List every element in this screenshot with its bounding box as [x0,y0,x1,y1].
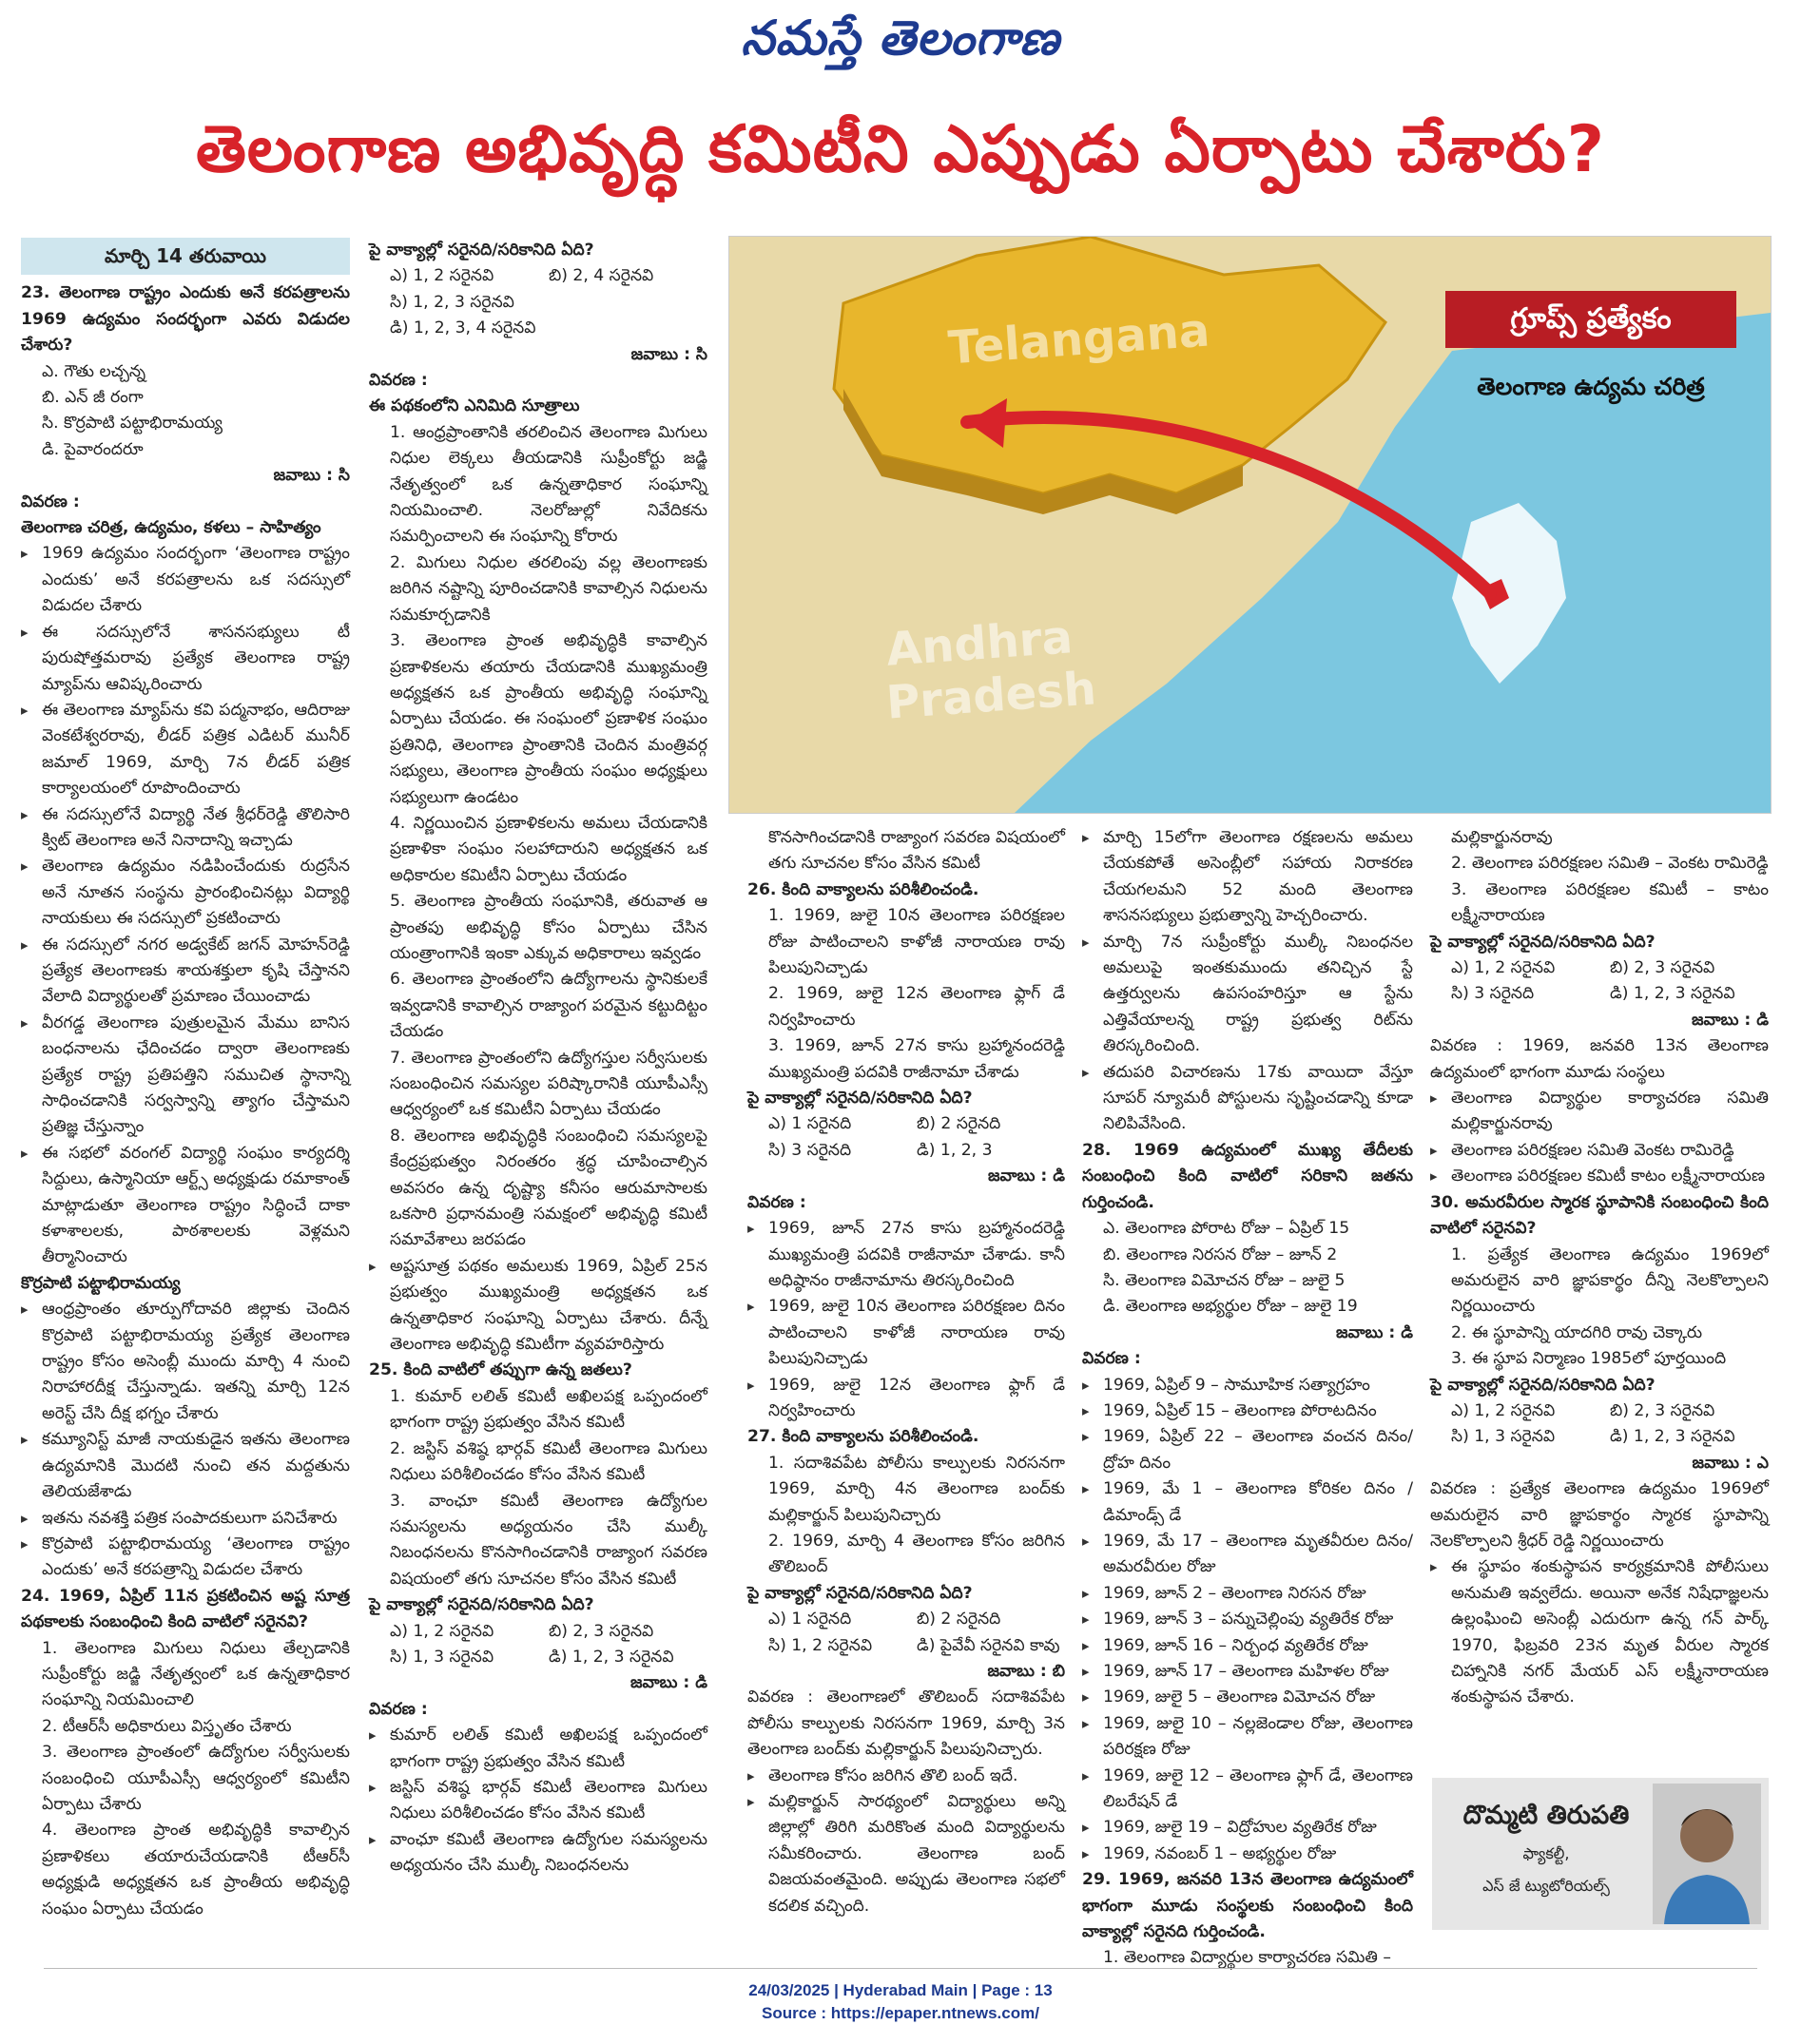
bullet: ▸ ఇతను నవశక్తి పత్రిక సంపాదకులుగా పనిచేశారు [21,1506,350,1532]
question-29: 29. 1969, జనవరి 13న తెలంగాణ ఉద్యమంలో భాగంగా మూడు సంస్థలకు సంబంధించి కింది వాక్యాల్లో సరైనది గుర్తించండి. [1082,1870,1413,1942]
statement: 3. వాంఛూ కమిటీ తెలంగాణ ఉద్యోగుల సమస్యలను అధ్యయనం చేసి ముల్కీ నిబంధనలను కొనసాగించడానికి రాజ్యాంగ సవరణ విషయంలో తగు సూచనల కోసం వేసిన కమిటీ [390,1491,707,1589]
point: 1. ఆంధ్రప్రాంతానికి తరలించిన తెలంగాణ మిగులు నిధుల లెక్కలు తీయడానికి సుప్రీంకోర్టు జడ్జి నేతృత్వంలో ఒక ఉన్నతాధికార సంఘాన్ని నియమించాలి. నెలరోజుల్లో నివేదికను సమర్పించాలని ఈ సంఘాన్ని కోరారు [390,422,707,547]
bullet: ▸ కమ్యూనిస్ట్ మాజీ నాయకుడైన ఇతను తెలంగాణ ఉద్యమానికి మొదటి నుంచి తన మద్దతును తెలియజేశాడు [21,1427,350,1505]
answer: జవాబు : డి [1692,1010,1769,1030]
statement: 4. తెలంగాణ ప్రాంత అభివృద్ధికి కావాల్సిన ప్రణాళికలు తయారుచేయడానికి టీఆర్‌సీ అధ్యక్షుడి అధ్యక్షతన ఒక ప్రాంతీయ అభివృద్ధి సంఘం ఏర్పాటు చేయడం [42,1821,350,1919]
answer: జవాబు : డి [1336,1322,1413,1342]
bullet: ▸ 1969, ఏప్రిల్ 9 – సామూహిక సత్యాగ్రహం [1082,1373,1413,1398]
answer: జవాబు : సి [273,466,350,486]
bullet: ▸ మల్లికార్జున్ సారథ్యంలో విద్యార్థులు అన్ని జిల్లాల్లో తిరిగి మరికొంత మంది విద్యార్థులను సమీకరించారు. తెలంగాణ బంద్ విజయవంతమైంది. అప్పుడు తెలంగాణ సభలో కదలిక వచ్చింది. [747,1789,1065,1919]
author-institute: ఎస్ జే ట్యుటోరియల్స్ [1482,1877,1610,1895]
option: సి) 3 సరైనది [1451,984,1535,1004]
point: 3. తెలంగాణ ప్రాంత అభివృద్ధికి కావాల్సిన ప్రణాళికలను తయారు చేయడానికి ముఖ్యమంత్రి అధ్యక్షతన ఒక ప్రాంతీయ అభివృద్ధి సంఘాన్ని ఏర్పాటు చేయడం. ఈ సంఘంలో ప్రణాళిక సంఘం ప్రతినిధి, తెలంగాణ ప్రాంతానికి చెందిన మంత్రివర్గ సభ్యులు, తెలంగాణ ప్రాంతీయ సంఘం అధ్యక్షులు సభ్యులుగా ఉండటం [390,631,707,807]
bullet: ▸ 1969, జులై 10న తెలంగాణ పరిరక్షణల దినం పాటించాలని కాళోజీ నారాయణ రావు పిలుపునిచ్చాడు [747,1294,1065,1372]
bullet: ▸ తెలంగాణ కోసం జరిగిన తొలి బంద్ ఇదే. [747,1764,1065,1789]
bullet: ▸ తెలంగాణ పరిరక్షణల సమితి వెంకట రామిరెడ్డి [1430,1138,1769,1164]
masthead-logo: నమస్తే తెలంగాణ [741,10,1060,66]
option: బి. తెలంగాణ నిరసన రోజు – జూన్ 2 [1103,1244,1338,1264]
bullet: ▸ 1969, జూన్ 16 – నిర్బంధ వ్యతిరేక రోజు [1082,1633,1413,1659]
prompt: పై వాక్యాల్లో సరైనది/సరికానిది ఏది? [369,241,594,260]
answer: జవాబు : డి [988,1167,1065,1186]
statement: 1. తెలంగాణ విద్యార్థుల కార్యాచరణ సమితి – [1103,1948,1391,1968]
author-photo [1653,1784,1761,1924]
option: ఎ) 1, 2 సరైనవి [390,1621,494,1641]
bullet: ▸ కొర్రపాటి పట్టాభిరామయ్య ‘తెలంగాణ రాష్ట్రం ఎందుకు’ అనే కరపత్రాన్ని విడుదల చేశారు [21,1532,350,1584]
footer-source-link[interactable]: Source : https://epaper.ntnews.com/ [762,2004,1039,2022]
subheading: ఈ పథకంలోని ఎనిమిది సూత్రాలు [369,396,580,416]
explanation-label: వివరణ : [369,371,428,391]
bullet: ▸ 1969, జూన్ 3 – పన్నుచెల్లింపు వ్యతిరేక రోజు [1082,1607,1413,1632]
bullet: ▸ ఈ సదస్సులో నగర అడ్వకేట్ జగన్ మోహన్‌రెడ్డి ప్రత్యేక తెలంగాణకు శాయశక్తులా కృషి చేస్తానని వేలాది విద్యార్థులతో ప్రమాణం చేయించాడు [21,933,350,1011]
prompt: పై వాక్యాల్లో సరైనది/సరికానిది ఏది? [1430,1375,1656,1395]
statement: 2. తెలంగాణ పరిరక్షణల సమితి – వెంకట రామిరెడ్డి [1451,854,1769,874]
option: బి) 2, 3 సరైనవి [549,1621,654,1641]
explanation-label: వివరణ : [747,1192,806,1212]
option: బి) 2 సరైనది [917,1610,1001,1629]
question-27: 27. కింది వాక్యాలను పరిశీలించండి. [747,1427,979,1447]
option: సి) 1, 2, 3 సరైనవి [390,292,514,312]
option: డి) పైవేవీ సరైనవి కావు [917,1635,1060,1655]
option: డి) 1, 2, 3 [917,1140,993,1160]
column-4 [1082,825,1413,1972]
option: డి. పైవారందరూ [42,439,144,459]
bullet: ▸ 1969, ఏప్రిల్ 22 – తెలంగాణ వంచన దినం/ ద్రోహ దినం [1082,1424,1413,1476]
bullet: ▸ 1969, జూన్ 2 – తెలంగాణ నిరసన రోజు [1082,1581,1413,1607]
bullet: ▸ 1969, జులై 10 – నల్లజెండాల రోజు, తెలంగాణ పరిరక్షణ రోజు [1082,1711,1413,1764]
explanation-label: వివరణ : [21,492,80,511]
option: బి) 2, 4 సరైనవి [549,266,654,286]
answer: జవాబు : ఎ [1692,1453,1769,1473]
explanation: వివరణ : తెలంగాణలో తొలిబంద్ సదాశివపేట పోలీసు కాల్పులకు నిరసనగా 1969, మార్చి 3న తెలంగాణ బంద్‌కు మల్లికార్జున్ పిలుపునిచ్చారు. [747,1687,1065,1760]
column-1 [21,238,350,1922]
option: సి) 1, 3 సరైనవి [1451,1427,1556,1447]
bullet: ▸ వీరగడ్డ తెలంగాణ పుత్రులమైన మేము బానిస బంధనాలను ఛేదించడం ద్వారా తెలంగాణకు ప్రత్యేక రాష్ట్ర ప్రతిపత్తిని సముచిత స్థానాన్ని సాధించడానికి సర్వస్వాన్ని త్యాగం చేస్తామని ప్రతిజ్ఞ చేస్తున్నాం [21,1011,350,1141]
bullet: ▸ 1969, నవంబర్ 1 – అభ్యర్థుల రోజు [1082,1842,1413,1867]
question-30: 30. అమరవీరుల స్మారక స్థూపానికి సంబంధించి కింది వాటిలో సరైనవి? [1430,1192,1769,1239]
continued-text: మల్లికార్జునరావు [1451,828,1553,847]
question-23: 23. తెలంగాణ రాష్ట్రం ఎందుకు అనే కరపత్రాలను 1969 ఉద్యమం సందర్భంగా ఎవరు విడుదల చేశారు? [21,283,350,356]
column-3 [747,825,1065,1919]
prompt: పై వాక్యాల్లో సరైనది/సరికానిది ఏది? [747,1583,973,1603]
groups-special-badge: గ్రూప్స్ ప్రత్యేకం [1445,291,1736,348]
option: డి. తెలంగాణ అభ్యర్థుల రోజు – జులై 19 [1103,1297,1358,1317]
explanation: వివరణ : 1969, జనవరి 13న తెలంగాణ ఉద్యమంలో భాగంగా మూడు సంస్థలు [1430,1036,1769,1082]
groups-subtitle: తెలంగాణ ఉద్యమ చరిత్ర [1477,373,1705,400]
bullet: ▸ 1969, జులై 12 – తెలంగాణ ఫ్లాగ్ డే, తెలంగాణ లిబరేషన్ డే [1082,1764,1413,1816]
bullet: ▸ జస్టిస్ వశిష్ఠ భార్గవ్ కమిటీ తెలంగాణ మిగులు నిధులు పరిశీలించడం కోసం వేసిన కమిటీ [369,1775,707,1827]
prompt: పై వాక్యాల్లో సరైనది/సరికానిది ఏది? [747,1089,973,1109]
option: సి) 1, 3 సరైనవి [390,1647,494,1667]
bullet: ▸ ఈ సభలో వరంగల్ విద్యార్థి సంఘం కార్యదర్శి సిద్దులు, ఉస్మానియా ఆర్ట్స్ అధ్యక్షుడు రమాకాంత్ మాట్లాడుతూ తెలంగాణ రాష్ట్రం సిద్ధించే దాకా కళాశాలలకు, పాఠశాలలకు వెళ్లమని తీర్మానించారు [21,1141,350,1271]
statement: 2. 1969, మార్చి 4 తెలంగాణ కోసం జరిగిన తొలిబంద్ [768,1531,1065,1577]
option: బి) 2, 3 సరైనవి [1610,958,1715,978]
point: 2. మిగులు నిధుల తరలింపు వల్ల తెలంగాణకు జరిగిన నష్టాన్ని పూరించడానికి కావాల్సిన నిధులను సమకూర్చడానికి [390,552,707,625]
option: ఎ) 1 సరైనది [768,1610,852,1629]
statement: 2. ఈ స్థూపాన్ని యాదగిరి రావు చెక్కారు [1451,1322,1703,1342]
statement: 1. 1969, జులై 10న తెలంగాణ పరిరక్షణల రోజు పాటించాలని కాళోజీ నారాయణ రావు పిలుపునిచ్చాడు [768,906,1065,978]
bullet: ▸ 1969, జూన్ 27న కాసు బ్రహ్మానందరెడ్డి ముఖ్యమంత్రి పదవికి రాజీనామా చేశాడు. కానీ అధిష్ఠానం రాజీనామాను తిరస్కరించింది [747,1216,1065,1294]
author-role: ఫ్యాకల్టీ, [1522,1844,1570,1862]
bullet: ▸ 1969, ఏప్రిల్ 15 – తెలంగాణ పోరాటదినం [1082,1398,1413,1424]
option: ఎ. తెలంగాణ పోరాట రోజు – ఏప్రిల్ 15 [1103,1219,1350,1239]
author-name: దొమ్మటి తిరుపతి [1462,1801,1630,1830]
author-box [1432,1778,1769,1930]
point: 6. తెలంగాణ ప్రాంతంలోని ఉద్యోగాలను స్థానికులకే ఇవ్వడానికి కావాల్సిన రాజ్యాంగ పరమైన కట్టుదిట్టం చేయడం [390,970,707,1042]
avatar [1653,1784,1761,1924]
statement: 1. సదాశివపేట పోలీసు కాల్పులకు నిరసనగా 1969, మార్చి 4న తెలంగాణ బంద్‌కు మల్లికార్జున్ పిలుపునిచ్చారు [768,1453,1065,1525]
bullet: ▸ ఈ సదస్సులోనే శాసనసభ్యులు టీ పురుషోత్తమరావు ప్రత్యేక తెలంగాణ రాష్ట్ర మ్యాప్‌ను ఆవిష్కరించారు [21,620,350,698]
statement: 2. టీఆర్‌సీ అధికారులు విస్తృతం చేశారు [42,1716,292,1736]
column-5 [1430,825,1769,1711]
bullet: ▸ తెలంగాణ విద్యార్థుల కార్యాచరణ సమితి మల్లికార్జునరావు [1430,1086,1769,1138]
option: ఎ) 1, 2 సరైనవి [1451,958,1556,978]
answer: జవాబు : డి [630,1673,707,1693]
option: ఎ) 1, 2 సరైనవి [390,266,494,286]
statement: 3. ఈ స్థూప నిర్మాణం 1985లో పూర్తయింది [1451,1349,1727,1369]
option: డి) 1, 2, 3 సరైనవి [1610,984,1735,1004]
prompt: పై వాక్యాల్లో సరైనది/సరికానిది ఏది? [1430,932,1656,952]
page-headline: తెలంగాణ అభివృద్ధి కమిటీని ఎప్పుడు ఏర్పాటు చేశారు? [195,112,1606,187]
explanation-label: వివరణ : [1082,1349,1141,1369]
bullet: ▸ 1969, జూన్ 17 – తెలంగాణ మహిళల రోజు [1082,1659,1413,1685]
option: సి) 3 సరైనది [768,1140,852,1160]
bullet: ▸ అష్టసూత్ర పథకం అమలుకు 1969, ఏప్రిల్ 25న ప్రభుత్వం ముఖ్యమంత్రి అధ్యక్షతన ఒక ఉన్నతాధికార సంఘాన్ని ఏర్పాటు చేశారు. దీన్నే తెలంగాణ అభివృద్ధి కమిటీగా వ్యవహరిస్తారు [369,1254,707,1359]
point: 4. నిర్ణయించిన ప్రణాళికలను అమలు చేయడానికి ప్రణాళికా సంఘం సలహాదారుని అధ్యక్షతన ఒక అధికారుల కమిటీని ఏర్పాటు చేయడం [390,813,707,885]
bullet: ▸ 1969, జులై 5 – తెలంగాణ విమోచన రోజు [1082,1685,1413,1710]
option: బి) 2 సరైనది [917,1114,1001,1134]
statement: 1. తెలంగాణ మిగులు నిధులు తేల్చడానికి సుప్రీంకోర్టు జడ్జి నేతృత్వంలో ఒక ఉన్నతాధికార సంఘాన్ని నియమించాలి [42,1638,350,1710]
option: ఎ. గౌతు లచ్చన్న [42,361,146,381]
option: సి) 1, 2 సరైనవి [768,1635,873,1655]
bullet: ▸ కుమార్ లలిత్ కమిటీ అఖిలపక్ష ఒప్పందంలో భాగంగా రాష్ట్ర ప్రభుత్వం వేసిన కమిటీ [369,1723,707,1775]
option: సి. కొర్రపాటి పట్టాభిరామయ్య [42,414,223,434]
bullet: ▸ ఆంధ్రప్రాంతం తూర్పుగోదావరి జిల్లాకు చెందిన కొర్రపాటి పట్టాభిరామయ్య ప్రత్యేక తెలంగాణ రాష్ట్రం కోసం అసెంబ్లీ ముందు మార్చి 4 నుంచి నిరాహారదీక్ష చేస్తున్నాడు. ఇతన్ని మార్చి 12న అరెస్ట్ చేసి దీక్ష భగ్నం చేశారు [21,1297,350,1427]
footer-date-edition: 24/03/2025 | Hyderabad Main | Page : 13 [748,1981,1053,1999]
statement: 2. 1969, జులై 12న తెలంగాణ ఫ్లాగ్ డే నిర్వహించారు [768,984,1065,1030]
bullet: ▸ మార్చి 15లోగా తెలంగాణ రక్షణలను అమలు చేయకపోతే అసెంబ్లీలో సహాయ నిరాకరణ చేయగలమని 52 మంది తెలంగాణ శాసనసభ్యులు ప్రభుత్వాన్ని హెచ్చరించారు. [1082,825,1413,930]
point: 7. తెలంగాణ ప్రాంతంలోని ఉద్యోగస్తుల సర్వీసులకు సంబంధించిన సమస్యల పరిష్కారానికి యూపీఎస్సీ ఆధ్వర్యంలో ఒక కమిటీని ఏర్పాటు చేయడం [390,1048,707,1120]
question-28: 28. 1969 ఉద్యమంలో ముఖ్య తేదీలకు సంబంధించి కింది వాటిలో సరికాని జతను గుర్తించండి. [1082,1140,1413,1212]
option: బి) 2, 3 సరైనవి [1610,1400,1715,1420]
statement: 2. జస్టిస్ వశిష్ఠ భార్గవ్ కమిటీ తెలంగాణ మిగులు నిధులు పరిశీలించడం కోసం వేసిన కమిటీ [390,1438,707,1485]
answer: జవాబు : బి [987,1662,1065,1681]
bullet: ▸ ఈ స్థూపం శంకుస్థాపన కార్యక్రమానికి పోలీసులు అనుమతి ఇవ్వలేదు. అయినా అనేక నిషేధాజ్ఞలను ఉల్లంఘించి అసెంబ్లీ ఎదురుగా ఉన్న గన్ పార్క్ 1970, ఫిబ్రవరి 23న మృత వీరుల స్మారక చిహ్నానికి నగర్ మేయర్ ఎస్ లక్ష్మీనారాయణ శంకుస్థాపన చేశారు. [1430,1554,1769,1710]
statement: 3. తెలంగాణ పరిరక్షణల కమిటీ – కాటం లక్ష్మీనారాయణ [1451,879,1769,926]
point: 5. తెలంగాణ ప్రాంతీయ సంఘానికి, తరువాత ఆ ప్రాంతపు అభివృద్ధి కోసం ఏర్పాటు చేసిన యంత్రాంగానికి ఇంకా ఎక్కువ అధికారాలు ఇవ్వడం [390,892,707,963]
statement: 3. 1969, జూన్ 27న కాసు బ్రహ్మానందరెడ్డి ముఖ్యమంత్రి పదవికి రాజీనామా చేశాడు [768,1036,1065,1082]
option: ఎ) 1 సరైనది [768,1114,852,1134]
bullet: ▸ 1969, జులై 19 – విద్రోహుల వ్యతిరేక రోజు [1082,1815,1413,1841]
point: 8. తెలంగాణ అభివృద్ధికి సంబంధించి సమస్యలపై కేంద్రప్రభుత్వం నిరంతరం శ్రద్ధ చూపించాల్సిన అవసరం ఉన్న దృష్ట్యా కనీసం ఆరుమాసాలకు ఒకసారి ప్రధానమంత్రి సమక్షంలో అభివృద్ధి కమిటీ సమావేశాలు జరపడం [390,1126,707,1250]
option: ఎ) 1, 2 సరైనవి [1451,1400,1556,1420]
option: డి) 1, 2, 3 సరైనవి [549,1647,674,1667]
prompt: పై వాక్యాల్లో సరైనది/సరికానిది ఏది? [369,1595,594,1615]
explanation-label: వివరణ : [369,1699,428,1719]
column-2 [369,238,707,1880]
section-box: మార్చి 14 తరువాయి [21,238,350,275]
label-andhra: Andhra [884,610,1075,677]
bullet: ▸ తెలంగాణ ఉద్యమం నడిపించేందుకు రుద్రసేన అనే నూతన సంస్థను ప్రారంభించినట్లు విద్యార్థి నాయకులు ఈ సదస్సులో ప్రకటించారు [21,854,350,932]
footer-divider [44,1968,1757,1969]
question-25: 25. కింది వాటిలో తప్పుగా ఉన్న జతలు? [369,1360,632,1380]
bullet: ▸ ఈ సదస్సులోనే విద్యార్థి నేత శ్రీధర్‌రెడ్డి తొలిసారి క్విట్ తెలంగాణ అనే నినాదాన్ని ఇచ్చాడు [21,802,350,855]
option: సి. తెలంగాణ విమోచన రోజు – జులై 5 [1103,1270,1346,1290]
bullet: ▸ ఈ తెలంగాణ మ్యాప్‌ను కవి పద్మనాభం, ఆదిరాజు వెంకటేశ్వరరావు, లీడర్ పత్రిక ఎడిటర్ మునీర్ జమాల్ 1969, మార్చి 7న లీడర్ పత్రిక కార్యాలయంలో రూపొందించారు [21,698,350,802]
continued-text: కొనసాగించడానికి రాజ్యాంగ సవరణ విషయంలో తగు సూచనల కోసం వేసిన కమిటీ [768,828,1065,874]
bullet: ▸ 1969, జులై 12న తెలంగాణ ఫ్లాగ్ డే నిర్వహించారు [747,1373,1065,1425]
bullet: ▸ 1969, మే 17 – తెలంగాణ మృతవీరుల దినం/ అమరవీరుల రోజు [1082,1529,1413,1581]
bullet: ▸ 1969 ఉద్యమం సందర్భంగా ‘తెలంగాణ రాష్ట్రం ఎందుకు’ అనే కరపత్రాలను ఒక సదస్సులో విడుదల చేశారు [21,541,350,619]
subheading: కొర్రపాటి పట్టాభిరామయ్య [21,1273,181,1293]
bullet: ▸ తదుపరి విచారణను 17కు వాయిదా వేస్తూ సూపర్ న్యూమరీ పోస్టులను సృష్టించడాన్ని కూడా నిలిపివేసింది. [1082,1060,1413,1138]
statement: 1. ప్రత్యేక తెలంగాణ ఉద్యమం 1969లో అమరులైన వారి జ్ఞాపకార్థం దీన్ని నెలకొల్పాలని నిర్ణయించారు [1451,1244,1769,1317]
label-pradesh: Pradesh [884,662,1098,730]
bullet: ▸ వాంఛూ కమిటీ తెలంగాణ ఉద్యోగుల సమస్యలను అధ్యయనం చేసి ముల్కీ నిబంధనలను [369,1827,707,1880]
explanation: వివరణ : ప్రత్యేక తెలంగాణ ఉద్యమం 1969లో అమరులైన వారి జ్ఞాపకార్థం స్మారక స్థూపాన్ని నెలకొల్పాలని శ్రీధర్ రెడ్డి నిర్ణయించారు [1430,1479,1769,1551]
option: బి. ఎన్ జీ రంగా [42,388,144,408]
bullet: ▸ తెలంగాణ పరిరక్షణల కమిటీ కాటం లక్ష్మీనారాయణ [1430,1164,1769,1189]
option: డి) 1, 2, 3 సరైనవి [1610,1427,1735,1447]
statement: 3. తెలంగాణ ప్రాంతంలో ఉద్యోగుల సర్వీసులకు సంబంధించి యూపీఎస్సీ ఆధ్వర్యంలో కమిటీని ఏర్పాటు చేశారు [42,1743,350,1814]
answer: జవాబు : సి [630,344,707,364]
statement: 1. కుమార్ లలిత్ కమిటీ అఖిలపక్ష ఒప్పందంలో భాగంగా రాష్ట్ర ప్రభుత్వం వేసిన కమిటీ [390,1386,707,1433]
bullet: ▸ మార్చి 7న సుప్రీంకోర్టు ముల్కీ నిబంధనల అమలుపై ఇంతకుముందు తనిచ్చిన స్టే ఉత్తర్వులను ఉపసంహరిస్తూ ఆ స్టేను ఎత్తివేయాలన్న రాష్ట్ర ప్రభుత్వ రిట్‌ను తిరస్కరించింది. [1082,930,1413,1060]
bullet: ▸ 1969, మే 1 – తెలంగాణ కోరికల దినం / డిమాండ్స్ డే [1082,1476,1413,1529]
option: డి) 1, 2, 3, 4 సరైనవి [390,318,536,338]
question-26: 26. కింది వాక్యాలను పరిశీలించండి. [747,879,979,899]
label-telangana: Telangana [946,303,1211,376]
subheading: తెలంగాణ చరిత్ర, ఉద్యమం, కళలు – సాహిత్యం [21,518,321,538]
question-24: 24. 1969, ఏప్రిల్ 11న ప్రకటించిన అష్ట సూత్ర పథకాలకు సంబంధించి కింది వాటిలో సరైనవి? [21,1586,350,1632]
